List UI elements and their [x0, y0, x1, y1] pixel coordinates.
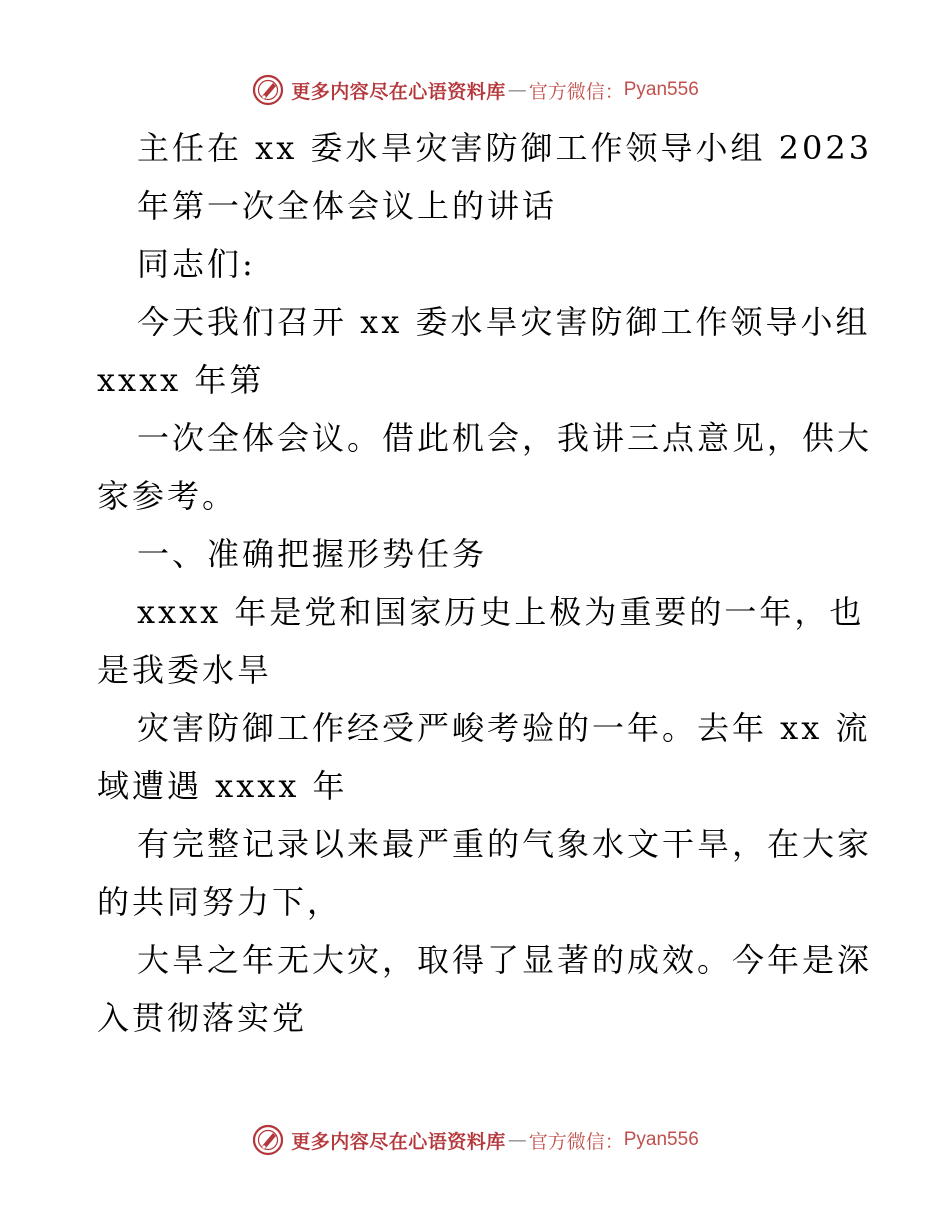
paragraph-line: 是我委水旱: [97, 651, 273, 689]
title-line-1: 主任在 xx 委水旱灾害防御工作领导小组 2023: [137, 129, 873, 167]
banner-site-text: 更多内容尽在心语资料库: [291, 1130, 506, 1153]
paragraph-line: 的共同努力下，: [97, 883, 343, 921]
banner-wechat-label: 官方微信：: [528, 80, 624, 103]
section-heading: 一、准确把握形势任务: [137, 535, 488, 573]
paragraph-line: 灾害防御工作经受严峻考验的一年。去年 xx 流: [137, 709, 871, 747]
header-watermark-banner: [0, 70, 950, 110]
pen-nib-circle-icon: [251, 1123, 285, 1157]
paragraph-line: xxxx 年是党和国家历史上极为重要的一年，也: [137, 593, 865, 631]
paragraph-line: 一次全体会议。借此机会，我讲三点意见，供大: [137, 419, 873, 457]
paragraph-line: 有完整记录以来最严重的气象水文干旱，在大家: [137, 825, 873, 863]
paragraph-line: 家参考。: [97, 477, 238, 515]
salutation: 同志们:: [137, 245, 256, 283]
banner-wechat-id: Pyan556: [623, 1129, 699, 1150]
paragraph-line: 入贯彻落实党: [97, 999, 308, 1037]
paragraph-line: 域遭遇 xxxx 年: [97, 767, 348, 805]
document-body: [97, 119, 873, 1047]
banner-wechat-id: Pyan556: [623, 79, 699, 100]
banner-separator: —: [507, 79, 527, 101]
paragraph-line: xxxx 年第: [97, 361, 265, 399]
paragraph-line: 今天我们召开 xx 委水旱灾害防御工作领导小组: [137, 303, 871, 341]
title-line-2: 年第一次全体会议上的讲话: [137, 187, 558, 225]
banner-wechat-label: 官方微信：: [528, 1130, 624, 1153]
paragraph-line: 大旱之年无大灾，取得了显著的成效。今年是深: [137, 941, 873, 979]
banner-separator: —: [507, 1129, 527, 1151]
footer-watermark-banner: [0, 1120, 950, 1160]
pen-nib-circle-icon: [251, 73, 285, 107]
banner-site-text: 更多内容尽在心语资料库: [291, 80, 506, 103]
